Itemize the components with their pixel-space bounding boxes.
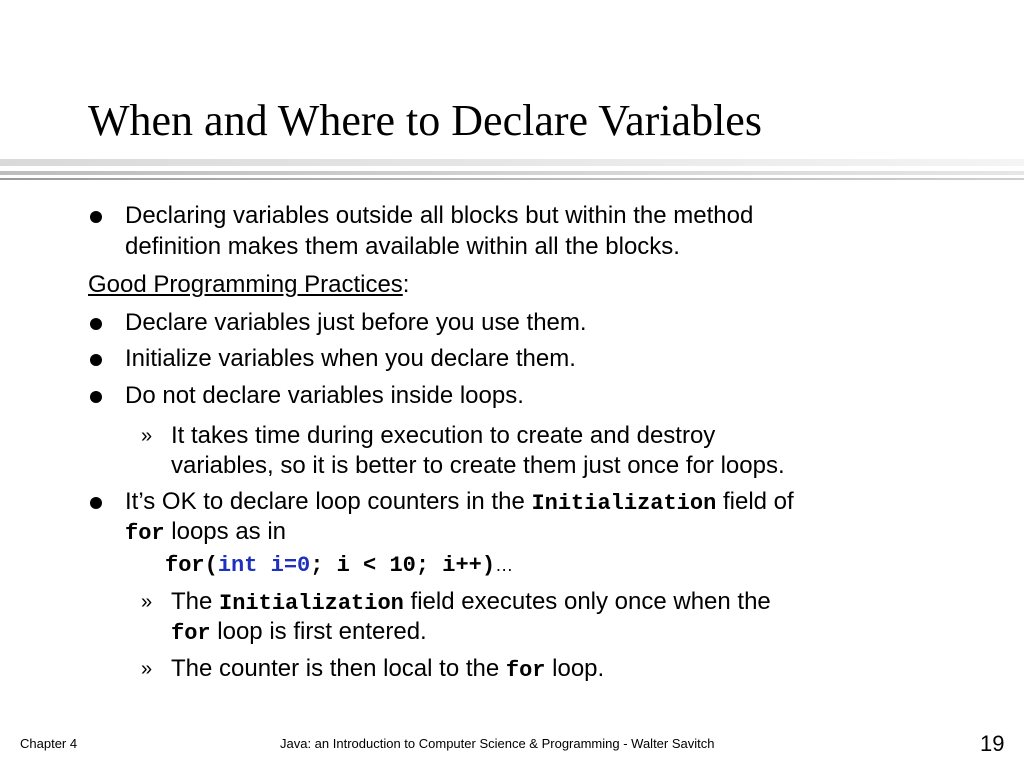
- bullet1-line1: Declaring variables outside all blocks but within the method: [125, 202, 754, 229]
- sub2-line2-post: loop is first entered.: [210, 618, 427, 645]
- sub2-line1-post: field executes only once when the: [403, 588, 771, 615]
- sub2-line1-pre: The: [171, 588, 220, 615]
- code-ellipsis: …: [495, 555, 514, 575]
- footer-chapter: Chapter 4: [20, 736, 78, 751]
- sub3-line: [171, 654, 604, 686]
- bullet5-line2: [125, 517, 286, 549]
- code-for: for: [505, 658, 546, 683]
- sub1-line2: variables, so it is better to create them just once for loops.: [171, 452, 785, 479]
- code-part2: int i=0: [217, 553, 311, 578]
- bullet4-text: Do not declare variables inside loops.: [125, 382, 524, 409]
- code-part1: for(: [165, 553, 218, 578]
- code-for: for: [171, 621, 211, 646]
- bullet-dot: [90, 318, 102, 330]
- code-initialization: Initialization: [219, 591, 404, 616]
- bullet5-line1: [125, 487, 794, 519]
- bullet5-line2-post: loops as in: [164, 518, 287, 545]
- section-heading-colon: :: [402, 271, 410, 298]
- bullet5-line1-post: field of: [716, 488, 794, 515]
- sub-bullet-marker: »: [141, 658, 153, 680]
- bullet2-text: Declare variables just before you use them.: [125, 309, 587, 336]
- sub2-line1: [171, 587, 771, 619]
- sub3-pre: The counter is then local to the: [171, 655, 506, 682]
- code-for: for: [125, 521, 165, 546]
- code-example: [165, 549, 513, 581]
- bullet1-line2: definition makes them available within all the blocks.: [125, 233, 680, 260]
- page-number: 19: [980, 731, 1005, 756]
- sub3-post: loop.: [545, 655, 605, 682]
- bullet3-text: Initialize variables when you declare them.: [125, 345, 576, 372]
- slide-title: When and Where to Declare Variables: [88, 96, 762, 145]
- code-initialization: Initialization: [531, 491, 717, 516]
- sub-bullet-marker: »: [141, 425, 153, 447]
- bullet5-line1-pre: It’s OK to declare loop counters in the: [125, 488, 532, 515]
- section-heading-text: Good Programming Practices: [88, 271, 403, 298]
- bullet-dot: [90, 391, 102, 403]
- section-heading: [88, 270, 409, 300]
- code-part3: ; i < 10; i++): [310, 553, 496, 578]
- bullet-dot: [90, 354, 102, 366]
- footer-book-title: Java: an Introduction to Computer Science & Programming - Walter Savitch: [280, 736, 715, 751]
- bullet-dot: [90, 211, 102, 223]
- bullet-dot: [90, 497, 102, 509]
- sub2-line2: [171, 617, 427, 649]
- sub-bullet-marker: »: [141, 591, 153, 613]
- sub1-line1: It takes time during execution to create and destroy: [171, 422, 716, 449]
